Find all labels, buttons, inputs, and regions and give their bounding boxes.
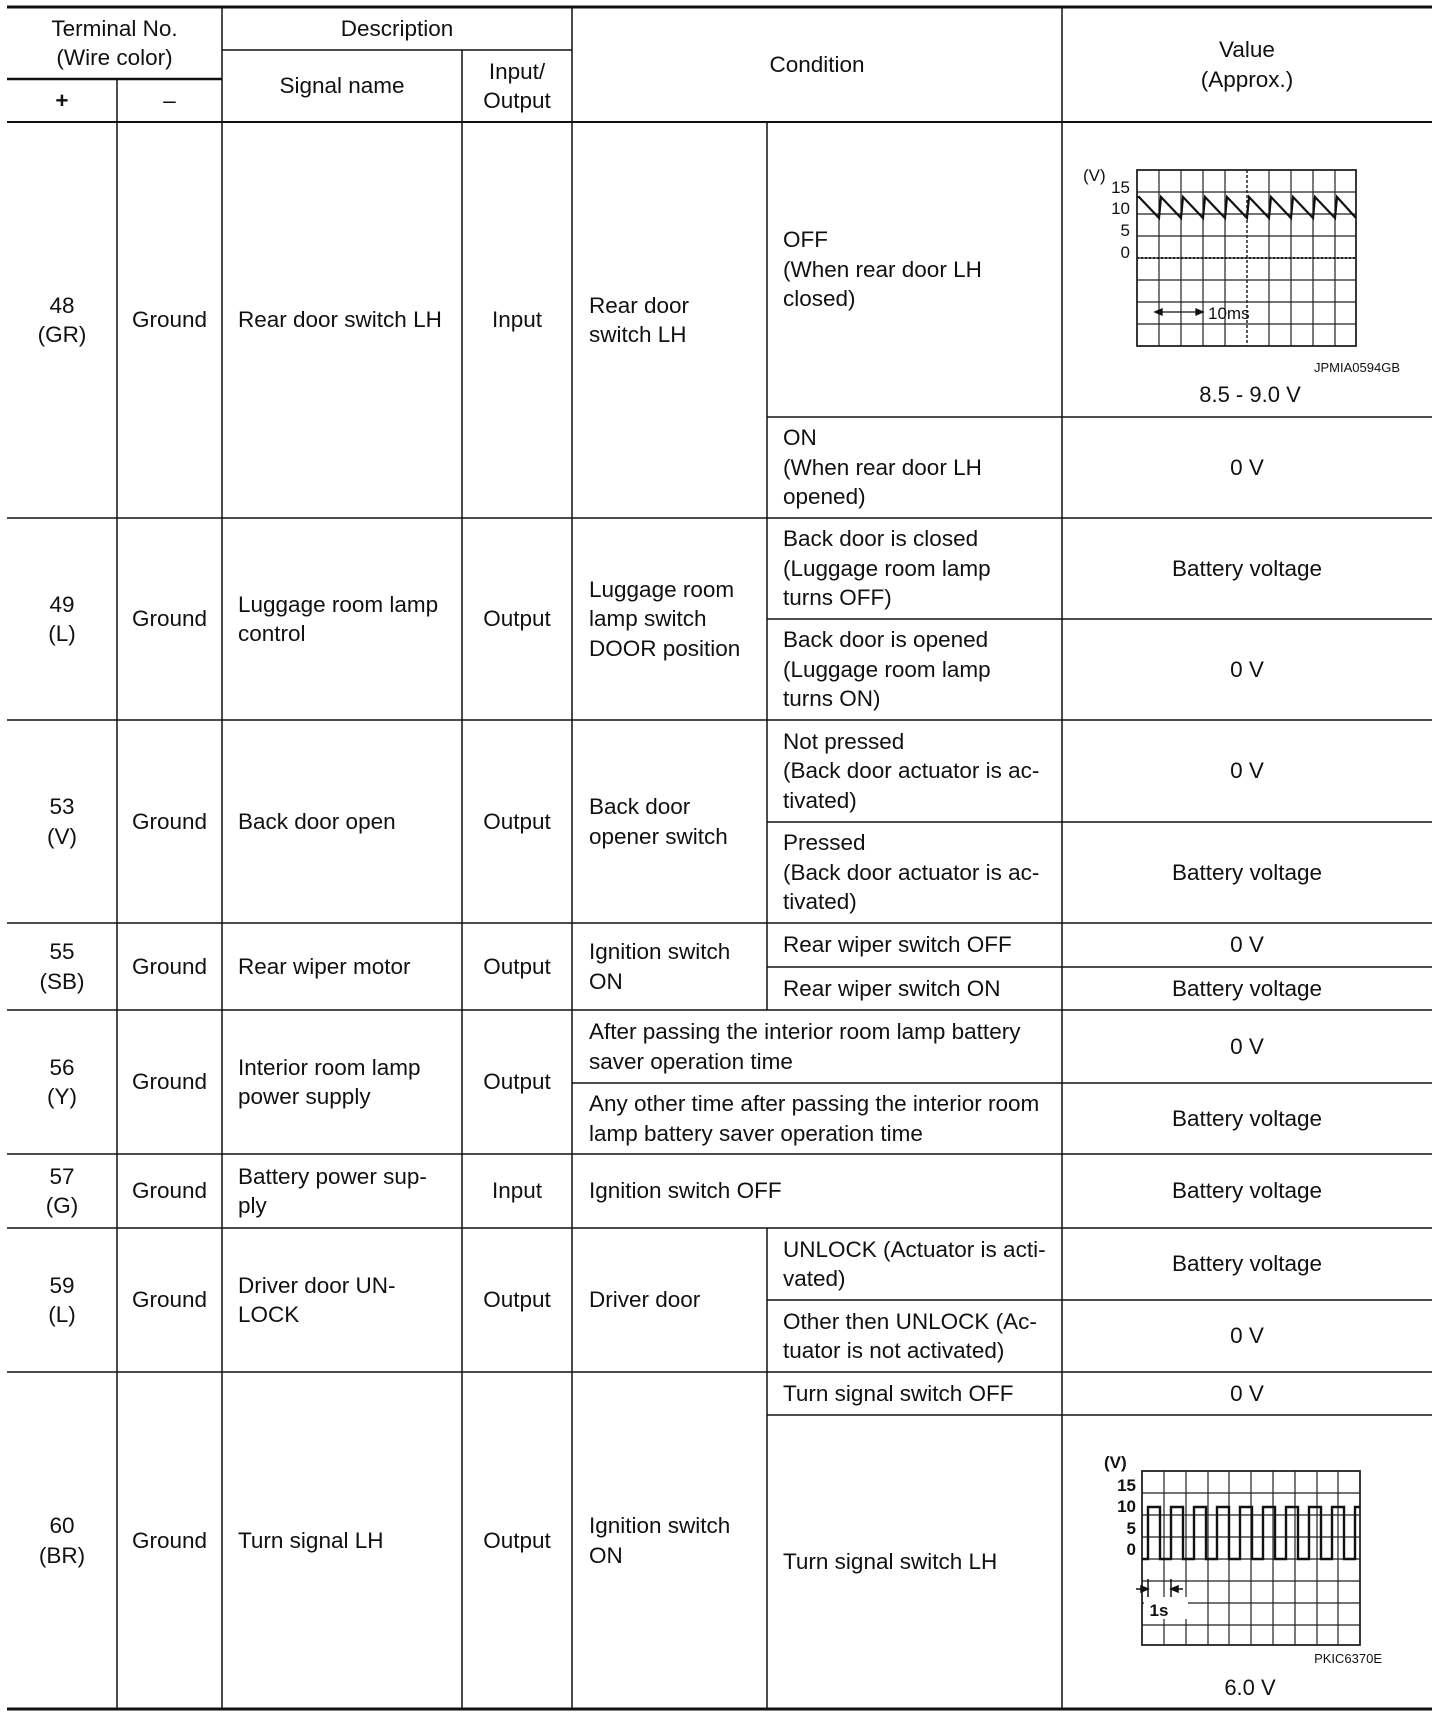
condition: Ignition switch ON [589,939,731,994]
sub-condition: Back door is closed (Luggage room lamp turns OFF) [783,526,991,611]
input-output: Output [483,808,551,834]
waveform-y-tick: 0 [1126,1540,1136,1559]
condition: Back door opener switch [589,794,728,849]
condition: After passing the interior room lamp battery saver operation time [589,1019,1021,1074]
sub-condition: OFF (When rear door LH closed) [783,227,982,312]
signal-name: Rear wiper motor [238,953,411,979]
signal-name: Rear door switch LH [238,307,442,333]
terminal-number: 48 (GR) [37,292,87,347]
input-output: Input [491,307,543,333]
terminal-number: 57 (G) [45,1163,79,1218]
terminal-number: 53 (V) [47,794,77,849]
sub-condition: Rear wiper switch ON [783,975,1001,1001]
waveform-y-tick: 10 [1111,199,1130,218]
condition: Rear door switch LH [589,292,690,347]
value: Battery voltage [1171,1251,1323,1277]
waveform-square-signal [1062,1415,1432,1709]
waveform-y-tick: 10 [1117,1497,1136,1516]
figure-code: PKIC6370E [1314,1651,1382,1666]
condition: Ignition switch ON [589,1513,731,1568]
input-output: Input [491,1178,543,1204]
ground-terminal: Ground [131,307,208,333]
signal-name: Back door open [238,808,396,834]
waveform-y-tick: 15 [1111,178,1130,197]
sub-condition: ON (When rear door LH opened) [783,425,982,510]
condition: Any other time after passing the interior room lamp battery saver operation time [589,1091,1040,1146]
header-minus: – [163,87,176,113]
value: 0 V [1230,656,1264,682]
value: Battery voltage [1171,555,1323,581]
waveform-y-tick: 5 [1120,221,1130,240]
ground-terminal: Ground [131,606,208,632]
waveform-unit: (V) [1083,166,1106,185]
terminal-number: 56 (Y) [47,1054,77,1109]
header-value: Value (Approx.) [1200,37,1294,92]
signal-name: Turn signal LH [238,1527,384,1553]
value: Battery voltage [1171,1178,1323,1204]
terminal-number: 59 (L) [48,1272,76,1327]
ground-terminal: Ground [131,1069,208,1095]
sub-condition: Turn signal switch LH [783,1549,998,1575]
sub-condition: Pressed (Back door actuator is ac- tivated) [783,830,1040,915]
header-description: Description [340,15,454,41]
value: 8.5 - 9.0 V [1199,382,1301,407]
input-output: Output [483,1527,551,1553]
ground-terminal: Ground [131,1527,208,1553]
ground-terminal: Ground [131,953,208,979]
condition: Driver door [589,1287,701,1313]
waveform-y-tick: 5 [1126,1519,1136,1538]
waveform-pulse-signal [1062,122,1432,417]
signal-name: Interior room lamp power supply [238,1054,421,1109]
header-condition: Condition [769,51,865,77]
signal-name: Battery power sup- ply [238,1163,427,1218]
ground-terminal: Ground [131,1178,208,1204]
sub-condition: Not pressed (Back door actuator is ac- tivated) [783,728,1040,813]
input-output: Output [483,1287,551,1313]
value: 0 V [1230,758,1264,784]
value: Battery voltage [1171,975,1323,1001]
condition: Ignition switch OFF [589,1178,782,1204]
sub-condition: Back door is opened (Luggage room lamp turns ON) [783,627,991,712]
header-plus: + [55,87,69,113]
waveform-y-tick: 0 [1120,243,1130,262]
waveform-y-tick: 15 [1117,1476,1136,1495]
sub-condition: Other then UNLOCK (Ac- tuator is not activated) [783,1308,1037,1363]
value: 0 V [1230,454,1264,480]
signal-name: Luggage room lamp control [238,591,439,646]
ground-terminal: Ground [131,808,208,834]
terminal-number: 55 (SB) [39,939,85,994]
input-output: Output [483,953,551,979]
value: Battery voltage [1171,1105,1323,1131]
value: 6.0 V [1224,1675,1276,1700]
header-signal-name: Signal name [279,73,405,99]
sub-condition: UNLOCK (Actuator is acti- vated) [783,1236,1046,1291]
value: Battery voltage [1171,859,1323,885]
waveform-x-scale: 1s [1149,1601,1169,1620]
sub-condition: Rear wiper switch OFF [783,932,1012,958]
header-input-output: Input/ Output [483,58,551,113]
value: 0 V [1230,1033,1264,1059]
input-output: Output [483,1069,551,1095]
waveform-x-scale: 10ms [1208,304,1250,323]
value: 0 V [1230,1323,1264,1349]
figure-code: JPMIA0594GB [1314,360,1400,375]
signal-name: Driver door UN- LOCK [238,1272,396,1327]
value: 0 V [1230,932,1264,958]
terminal-number: 49 (L) [48,591,76,646]
input-output: Output [483,606,551,632]
terminal-number: 60 (BR) [38,1513,86,1568]
sub-condition: Turn signal switch OFF [783,1380,1014,1406]
ground-terminal: Ground [131,1287,208,1313]
waveform-unit: (V) [1104,1453,1127,1472]
condition: Luggage room lamp switch DOOR position [589,576,741,661]
value: 0 V [1230,1380,1264,1406]
header-terminal-no: Terminal No. (Wire color) [51,15,178,70]
